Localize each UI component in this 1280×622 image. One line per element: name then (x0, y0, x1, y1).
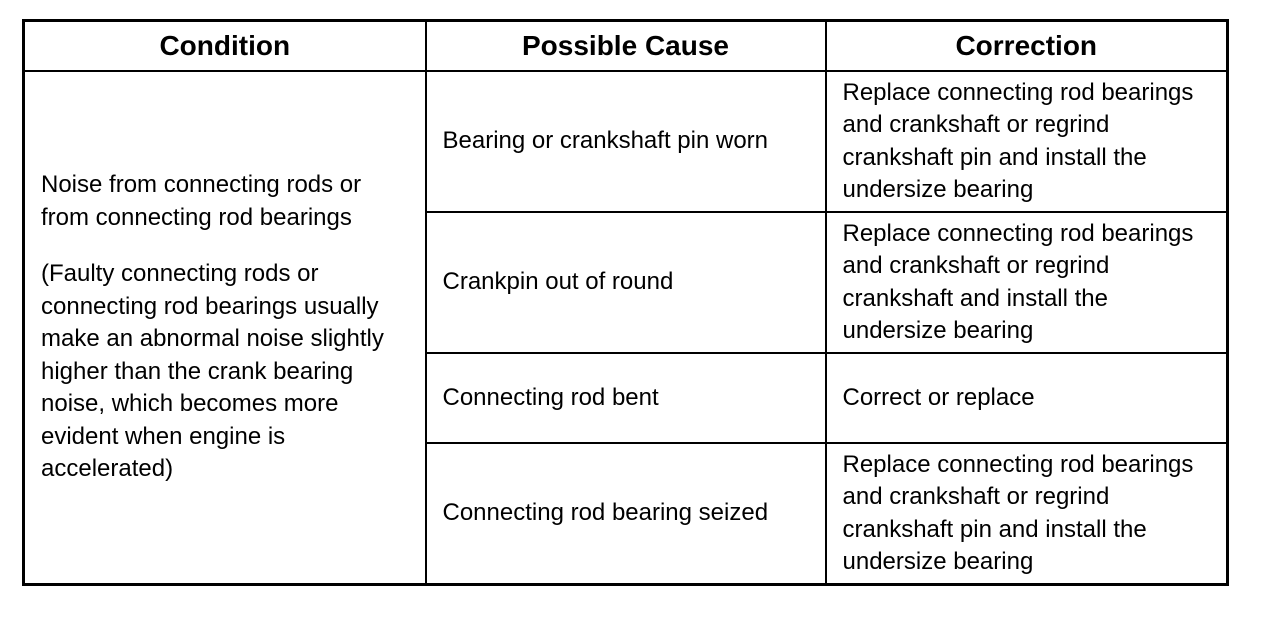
header-condition: Condition (24, 21, 426, 72)
condition-cell (24, 71, 426, 585)
cause-text: Connecting rod bent (442, 383, 659, 411)
header-row (24, 21, 1228, 72)
cause-cell (426, 71, 826, 212)
correction-cell (826, 212, 1228, 353)
condition-text: Noise from connecting rods or from connecting rod bearings (41, 171, 362, 231)
cause-cell (426, 212, 826, 353)
cause-text: Crankpin out of round (442, 268, 674, 296)
correction-cell (826, 443, 1228, 585)
condition-note: (Faulty connecting rods or connecting rod bearings usually make an abnormal noise slightly higher than the crank bearing noise, which becomes more evident when engine is accelerated) (41, 260, 384, 483)
correction-text: Correct or replace (842, 383, 1035, 411)
correction-cell (826, 71, 1228, 212)
correction-text: Replace connecting rod bearings and crankshaft or regrind crankshaft and install the undersize bearing (842, 219, 1194, 344)
table-row (24, 71, 1228, 212)
correction-cell (826, 353, 1228, 443)
cause-cell (426, 353, 826, 443)
header-possible-cause: Possible Cause (426, 21, 826, 72)
troubleshooting-table (22, 19, 1229, 586)
cause-cell (426, 443, 826, 585)
correction-text: Replace connecting rod bearings and crankshaft or regrind crankshaft pin and install the undersize bearing (842, 450, 1194, 575)
correction-text: Replace connecting rod bearings and crankshaft or regrind crankshaft pin and install the undersize bearing (842, 78, 1194, 203)
header-correction: Correction (826, 21, 1228, 72)
cause-text: Connecting rod bearing seized (442, 499, 769, 527)
cause-text: Bearing or crankshaft pin worn (442, 127, 768, 155)
